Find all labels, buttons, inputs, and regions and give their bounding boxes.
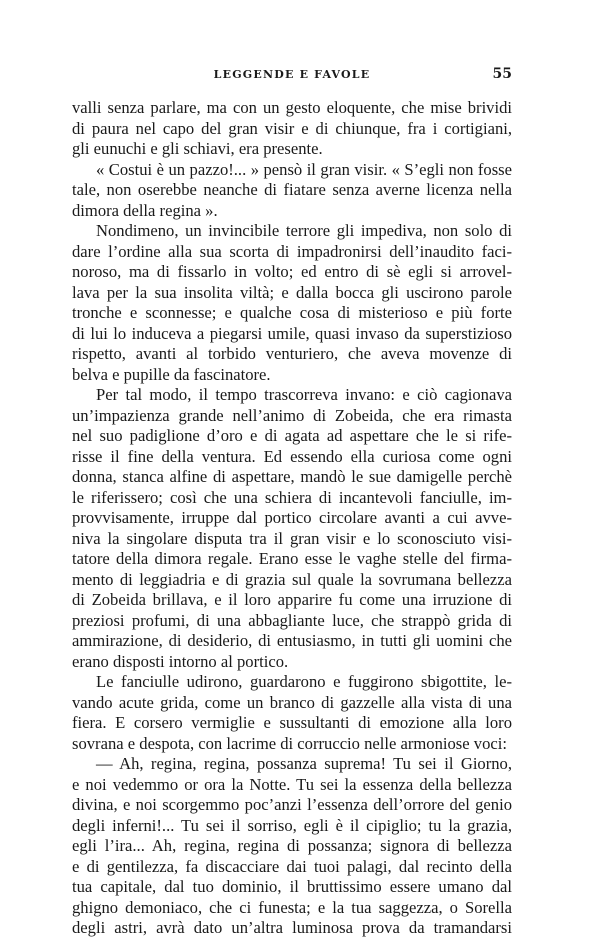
- text-line: divina, e noi scorgemmo poc’anzi l’essenza dell’orrore del genio: [72, 795, 512, 814]
- text-line: un’impazienza grande nell’animo di Zobeida, che era rimasta: [72, 405, 512, 425]
- text-line: di Zobeida brillava, e il loro apparire fu come una irruzione di: [72, 590, 512, 609]
- paragraph: [72, 160, 512, 222]
- text-line: risse il fine della ventura. Ed essendo ella curiosa come ogni: [72, 446, 512, 466]
- text-line: ghigno demoniaco, che ci funesta; e la tua saggezza, o Sorella: [72, 897, 512, 917]
- running-title: LEGGENDE E FAVOLE: [213, 68, 371, 81]
- text-line: « Costui è un pazzo!... » pensò il gran visir. « S’egli non fosse: [96, 159, 512, 179]
- text-line: vando acute grida, come un branco di gazzelle alla vista di una: [72, 692, 512, 712]
- text-line: tatore della dimora regale. Erano esse le vaghe stelle del firma-: [72, 549, 512, 568]
- text-line: nel suo padiglione d’oro e di agata ad aspettare che le si rife-: [72, 426, 512, 445]
- text-line: e di gentilezza, fa discacciare dai tuoi palagi, dal recinto della: [72, 856, 512, 876]
- text-line: — Ah, regina, regina, possanza suprema! Tu sei il Giorno,: [96, 754, 512, 773]
- text-line: provvisamente, irruppe dal portico circolare avanti a cui avve-: [72, 508, 512, 527]
- running-header: [72, 66, 512, 84]
- text-line: tua capitale, dal tuo dominio, il bruttissimo essere umano dal: [72, 877, 512, 896]
- text-line: fiera. E corsero vermiglie e sussultanti di emozione alla loro: [72, 713, 512, 732]
- text-line: preziosi profumi, di una abbagliante luce, che strappò grida di: [72, 610, 512, 630]
- text-line: e noi vedemmo or ora la Notte. Tu sei la essenza della bellezza: [72, 774, 512, 794]
- text-line: gli eunuchi e gli schiavi, era presente.: [72, 139, 323, 158]
- text-line: erano disposti intorno al portico.: [72, 651, 289, 671]
- text-line: rispetto, avanti al torbido venturiero, che aveva movenze di: [72, 344, 512, 363]
- paragraph: [72, 754, 512, 939]
- text-line: Le fanciulle udirono, guardarono e fuggirono sbigottite, le-: [96, 672, 512, 691]
- text-line: Per tal modo, il tempo trascorreva invano: e ciò cagionava: [96, 385, 512, 404]
- text-line: donna, stanca alfine di aspettare, mandò le sue damigelle perchè: [72, 467, 512, 486]
- text-line: niva la singolare disputa tra il gran visir e lo sconosciuto visi-: [72, 528, 512, 548]
- text-line: Nondimeno, un invincibile terrore gli impediva, non solo di: [96, 221, 512, 240]
- text-line: degli inferni!... Tu sei il sorriso, egli è il cipiglio; tu la grazia,: [72, 815, 512, 835]
- text-line: valli senza parlare, ma con un gesto eloquente, che mise brividi: [72, 98, 512, 117]
- text-line: lava per la sua insolita viltà; e dalla bocca gli uscirono parole: [72, 282, 512, 302]
- text-line: belva e pupille da fascinatore.: [72, 364, 271, 384]
- paragraph: [72, 672, 512, 754]
- paragraph: [72, 385, 512, 672]
- paragraph: [72, 221, 512, 385]
- text-line: degli astri, avrà dato un’altra luminosa prova da tramandarsi: [72, 918, 512, 937]
- text-line: dimora della regina ».: [72, 200, 218, 220]
- text-line: dare l’ordine alla sua scorta di impadronirsi dell’inaudito faci-: [72, 241, 512, 261]
- text-line: ammirazione, di desiderio, di entusiasmo, in tutti gli uomini che: [72, 631, 512, 650]
- text-line: noroso, ma di fissarlo in volto; ed entro di sè egli si arrovel-: [72, 262, 512, 281]
- text-line: tale, non oserebbe neanche di fiatare senza averne licenza nella: [72, 180, 512, 199]
- body-text: [72, 98, 512, 939]
- page-number: 55: [492, 66, 512, 82]
- text-line: egli l’ira... Ah, regina, regina di possanza; signora di bellezza: [72, 836, 512, 855]
- text-line: tronche e sconnesse; e qualche cosa di misterioso e più forte: [72, 303, 512, 322]
- text-line: sovrana e despota, con lacrime di corruccio nelle armoniose voci:: [72, 733, 507, 753]
- text-line: di lui lo induceva a piegarsi umile, quasi invaso da superstizioso: [72, 323, 512, 343]
- text-line: le riferissero; così che una schiera di incantevoli fanciulle, im-: [72, 487, 512, 507]
- text-line: di paura nel capo del gran visir e di chiunque, fra i cortigiani,: [72, 118, 512, 138]
- paragraph: [72, 98, 512, 160]
- text-line: mento di leggiadria e di grazia sul quale la sovrumana bellezza: [72, 569, 512, 589]
